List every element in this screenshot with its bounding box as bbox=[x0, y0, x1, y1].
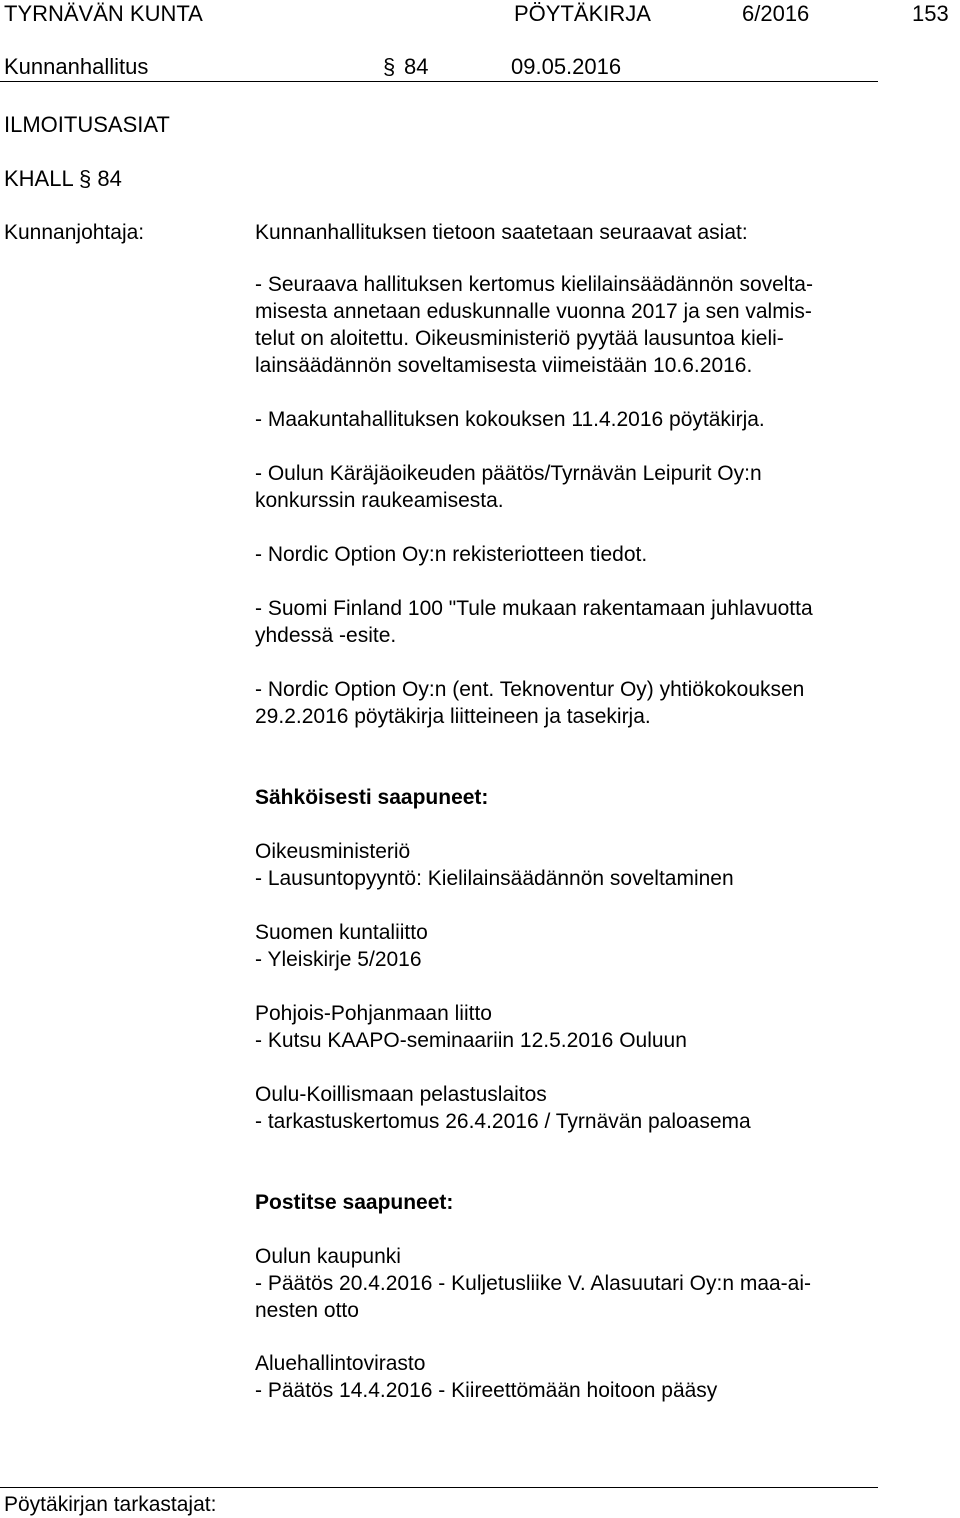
section-number: 84 bbox=[404, 54, 429, 79]
meeting-date: 09.05.2016 bbox=[511, 54, 622, 79]
list-item: - Suomi Finland 100 "Tule mukaan rakentamaan juhlavuotta yhdessä -esite. bbox=[255, 597, 813, 647]
presenter-label: Kunnanjohtaja: bbox=[4, 221, 145, 244]
sender-detail: - Yleiskirje 5/2016 bbox=[255, 948, 422, 971]
khall-number: 84 bbox=[97, 166, 122, 191]
electronic-heading: Sähköisesti saapuneet: bbox=[255, 786, 489, 809]
list-item: - Maakuntahallituksen kokouksen 11.4.2016 pöytäkirja. bbox=[255, 408, 765, 431]
khall-reference bbox=[4, 165, 122, 192]
khall-section-symbol: § bbox=[79, 166, 92, 191]
sender-detail: - tarkastuskertomus 26.4.2016 / Tyrnävän paloasema bbox=[255, 1110, 751, 1133]
meeting-body: Kunnanhallitus bbox=[4, 54, 149, 79]
list-item: - Oulun Käräjäoikeuden päätös/Tyrnävän Leipurit Oy:n konkurssin raukeamisesta. bbox=[255, 462, 762, 512]
list-item: - Nordic Option Oy:n rekisteriotteen tiedot. bbox=[255, 543, 648, 566]
sender-detail: - Päätös 14.4.2016 - Kiireettömään hoitoon pääsy bbox=[255, 1379, 718, 1402]
list-item: - Seuraava hallituksen kertomus kielilainsäädännön sovelta- misesta annetaan eduskunnalle vuonna 2017 ja sen valmis- telut on aloitettu. Oikeusministeriö pyytää lausuntoa kieli- lainsäädännön soveltamisesta viimeistään 10.6.2016. bbox=[255, 273, 813, 377]
sender-name: Oikeusministeriö bbox=[255, 840, 411, 863]
sender-detail: - Päätös 20.4.2016 - Kuljetusliike V. Alasuutari Oy:n maa-ai- nesten otto bbox=[255, 1272, 812, 1322]
list-item: - Nordic Option Oy:n (ent. Teknoventur Oy) yhtiökokouksen 29.2.2016 pöytäkirja liitteineen ja tasekirja. bbox=[255, 678, 805, 728]
sender-name: Oulun kaupunki bbox=[255, 1245, 401, 1268]
sender-detail: - Lausuntopyyntö: Kielilainsäädännön soveltaminen bbox=[255, 867, 734, 890]
postal-heading: Postitse saapuneet: bbox=[255, 1191, 454, 1214]
section-heading: ILMOITUSASIAT bbox=[4, 112, 170, 137]
intro-text: Kunnanhallituksen tietoon saatetaan seuraavat asiat: bbox=[255, 221, 748, 244]
section-symbol: § bbox=[383, 54, 396, 79]
page-number: 153 bbox=[912, 1, 949, 26]
document-type: PÖYTÄKIRJA bbox=[514, 1, 651, 26]
footer-rule bbox=[0, 1487, 878, 1488]
sender-name: Suomen kuntaliitto bbox=[255, 921, 428, 944]
municipality-name: TYRNÄVÄN KUNTA bbox=[4, 1, 203, 26]
khall-label: KHALL bbox=[4, 166, 73, 191]
document-number: 6/2016 bbox=[742, 1, 810, 26]
footer-label: Pöytäkirjan tarkastajat: bbox=[4, 1493, 217, 1516]
header-rule bbox=[0, 81, 878, 82]
sender-name: Pohjois-Pohjanmaan liitto bbox=[255, 1002, 492, 1025]
sender-detail: - Kutsu KAAPO-seminaariin 12.5.2016 Ouluun bbox=[255, 1029, 687, 1052]
sender-name: Oulu-Koillismaan pelastuslaitos bbox=[255, 1083, 547, 1106]
sender-name: Aluehallintovirasto bbox=[255, 1352, 426, 1375]
